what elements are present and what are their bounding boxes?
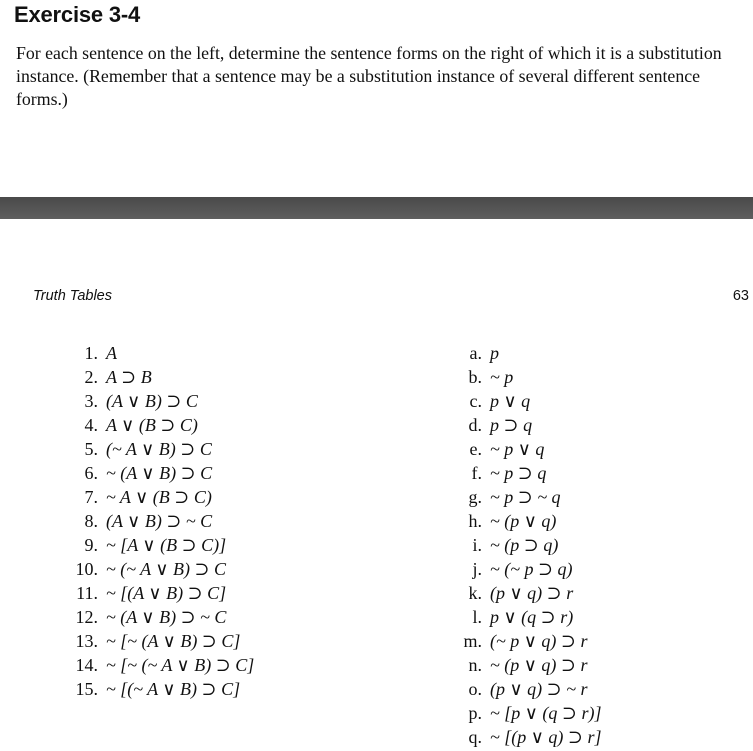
sentence-item bbox=[62, 557, 254, 581]
form-letter: n. bbox=[468, 655, 482, 675]
sentence-number: 11. bbox=[76, 583, 98, 603]
form-text: ~ p ⊃ ~ q bbox=[490, 487, 561, 507]
sentence-form-list bbox=[458, 341, 602, 749]
sentence-item bbox=[62, 413, 254, 437]
form-item bbox=[458, 581, 602, 605]
form-item bbox=[458, 725, 602, 749]
form-text: ~ (~ p ⊃ q) bbox=[490, 559, 573, 579]
sentence-number: 9. bbox=[84, 535, 98, 555]
form-item bbox=[458, 533, 602, 557]
sentence-number: 3. bbox=[84, 391, 98, 411]
form-text: ~ (p ⊃ q) bbox=[490, 535, 559, 555]
sentence-item bbox=[62, 605, 254, 629]
form-item bbox=[458, 365, 602, 389]
form-letter: f. bbox=[471, 463, 482, 483]
form-item bbox=[458, 389, 602, 413]
sentence-text: ~ [(~ A ∨ B) ⊃ C] bbox=[106, 679, 241, 699]
form-letter: h. bbox=[468, 511, 482, 531]
form-text: p bbox=[490, 343, 499, 363]
form-item bbox=[458, 701, 602, 725]
form-text: ~ p bbox=[490, 367, 514, 387]
sentence-item bbox=[62, 389, 254, 413]
form-letter: c. bbox=[469, 391, 482, 411]
form-text: (p ∨ q) ⊃ ~ r bbox=[490, 679, 588, 699]
sentence-item bbox=[62, 533, 254, 557]
sentence-text: ~ (A ∨ B) ⊃ C bbox=[106, 463, 213, 483]
form-letter: e. bbox=[469, 439, 482, 459]
sentence-text: (~ A ∨ B) ⊃ C bbox=[106, 439, 212, 459]
form-item bbox=[458, 629, 602, 653]
sentence-text: A bbox=[106, 343, 117, 363]
form-text: ~ [p ∨ (q ⊃ r)] bbox=[490, 703, 602, 723]
form-letter: j. bbox=[472, 559, 482, 579]
form-letter: i. bbox=[472, 535, 482, 555]
sentence-item bbox=[62, 629, 254, 653]
sentence-item bbox=[62, 509, 254, 533]
form-item bbox=[458, 341, 602, 365]
sentence-text: A ∨ (B ⊃ C) bbox=[106, 415, 198, 435]
sentence-text: ~ [A ∨ (B ⊃ C)] bbox=[106, 535, 227, 555]
sentence-item bbox=[62, 485, 254, 509]
sentence-number: 14. bbox=[75, 655, 98, 675]
sentence-number: 6. bbox=[84, 463, 98, 483]
form-letter: k. bbox=[468, 583, 482, 603]
form-text: ~ (p ∨ q) bbox=[490, 511, 557, 531]
sentence-text: A ⊃ B bbox=[106, 367, 152, 387]
sentence-text: (A ∨ B) ⊃ C bbox=[106, 391, 198, 411]
form-text: (~ p ∨ q) ⊃ r bbox=[490, 631, 588, 651]
form-text: ~ p ∨ q bbox=[490, 439, 545, 459]
form-text: ~ (p ∨ q) ⊃ r bbox=[490, 655, 588, 675]
sentence-number: 13. bbox=[75, 631, 98, 651]
sentence-text: (A ∨ B) ⊃ ~ C bbox=[106, 511, 213, 531]
form-item bbox=[458, 509, 602, 533]
form-letter: b. bbox=[468, 367, 482, 387]
page-number: 63 bbox=[732, 288, 749, 304]
sentence-number: 15. bbox=[75, 679, 98, 699]
sentence-item bbox=[62, 581, 254, 605]
form-item bbox=[458, 557, 602, 581]
form-text: p ∨ q bbox=[490, 391, 531, 411]
exercise-title: Exercise 3-4 bbox=[14, 2, 141, 27]
sentence-item bbox=[62, 653, 254, 677]
form-letter: l. bbox=[472, 607, 482, 627]
sentence-text: ~ (A ∨ B) ⊃ ~ C bbox=[106, 607, 227, 627]
form-text: p ⊃ q bbox=[490, 415, 533, 435]
form-letter: p. bbox=[468, 703, 482, 723]
form-letter: o. bbox=[468, 679, 482, 699]
form-item bbox=[458, 437, 602, 461]
form-item bbox=[458, 653, 602, 677]
sentence-text: ~ [~ (~ A ∨ B) ⊃ C] bbox=[106, 655, 255, 675]
form-text: (p ∨ q) ⊃ r bbox=[490, 583, 574, 603]
sentence-text: ~ (~ A ∨ B) ⊃ C bbox=[106, 559, 227, 579]
form-letter: d. bbox=[468, 415, 482, 435]
form-letter: m. bbox=[463, 631, 482, 651]
page-break-band bbox=[0, 197, 753, 219]
sentence-item bbox=[62, 365, 254, 389]
form-item bbox=[458, 677, 602, 701]
sentence-item bbox=[62, 461, 254, 485]
sentence-number: 5. bbox=[84, 439, 98, 459]
form-item bbox=[458, 485, 602, 509]
running-title: Truth Tables bbox=[33, 288, 112, 304]
form-item bbox=[458, 605, 602, 629]
form-item bbox=[458, 461, 602, 485]
sentence-list bbox=[62, 341, 254, 701]
sentence-text: ~ [(A ∨ B) ⊃ C] bbox=[106, 583, 227, 603]
sentence-text: ~ A ∨ (B ⊃ C) bbox=[106, 487, 212, 507]
form-text: ~ [(p ∨ q) ⊃ r] bbox=[490, 727, 602, 747]
sentence-number: 4. bbox=[84, 415, 98, 435]
sentence-text: ~ [~ (A ∨ B) ⊃ C] bbox=[106, 631, 241, 651]
form-text: p ∨ (q ⊃ r) bbox=[490, 607, 574, 627]
form-letter: q. bbox=[468, 727, 482, 747]
form-text: ~ p ⊃ q bbox=[490, 463, 547, 483]
sentence-number: 1. bbox=[84, 343, 98, 363]
form-letter: a. bbox=[469, 343, 482, 363]
form-item bbox=[458, 413, 602, 437]
sentence-number: 7. bbox=[84, 487, 98, 507]
sentence-item bbox=[62, 677, 254, 701]
sentence-number: 8. bbox=[84, 511, 98, 531]
sentence-item bbox=[62, 341, 254, 365]
sentence-number: 2. bbox=[84, 367, 98, 387]
sentence-number: 12. bbox=[75, 607, 98, 627]
exercise-instructions: For each sentence on the left, determine the sentence forms on the right of which it is a substitution instance. (Remember that a sentence may be a substitution instance of several different sentence forms.) bbox=[16, 43, 722, 109]
form-letter: g. bbox=[468, 487, 482, 507]
sentence-number: 10. bbox=[75, 559, 98, 579]
sentence-item bbox=[62, 437, 254, 461]
